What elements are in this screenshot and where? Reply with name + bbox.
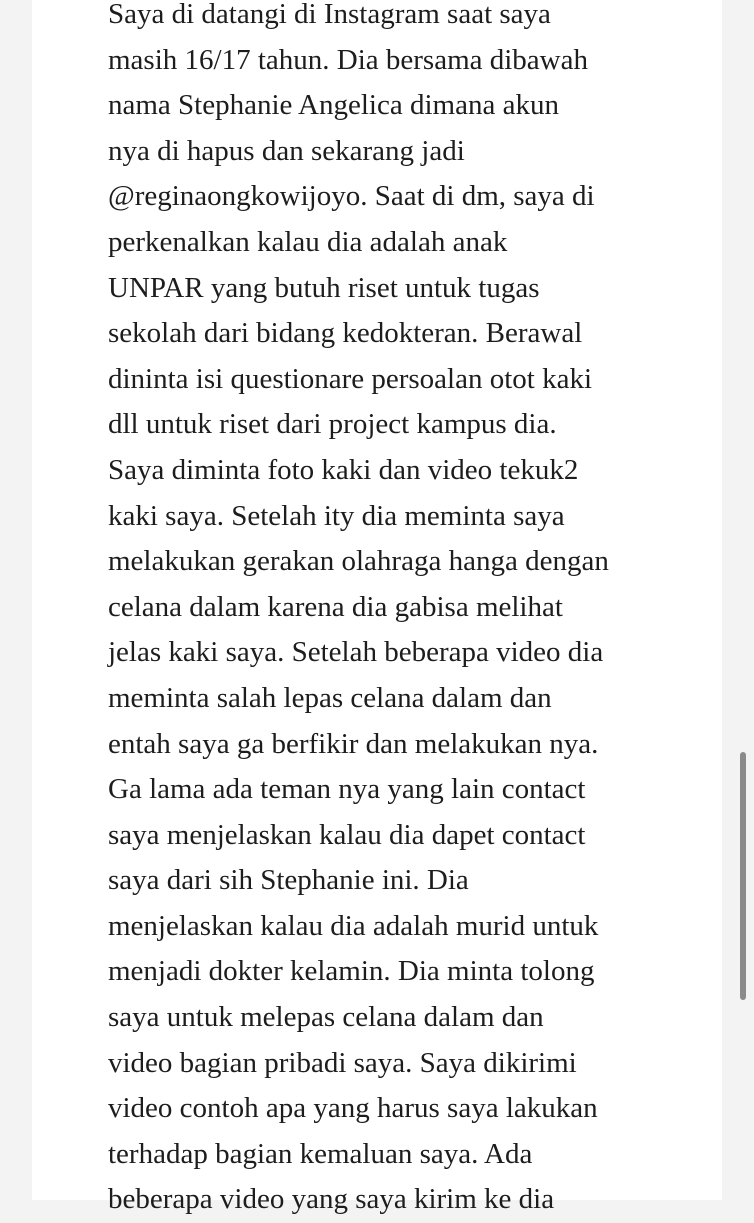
article-line: jelas kaki saya. Setelah beberapa video dia [108,636,604,669]
article-page [32,0,722,1216]
article-line: nama Stephanie Angelica dimana akun [108,89,559,122]
article-line: entah saya ga berfikir dan melakukan nya. [108,727,599,760]
article-text [108,0,668,1223]
article-line: menjelaskan kalau dia adalah murid untuk [108,909,599,942]
article-line: nya di hapus dan sekarang jadi [108,134,465,167]
article-line: saya untuk melepas celana dalam dan [108,1001,544,1034]
article-line: celana dalam karena dia gabisa melihat [108,590,563,623]
scrollbar-thumb[interactable] [740,752,746,1000]
article-line: Saya diminta foto kaki dan video tekuk2 [108,453,579,486]
article-line: UNPAR yang butuh riset untuk tugas [108,271,540,304]
article-line: Saya di datangi di Instagram saat saya [108,0,551,30]
article-line: beberapa video yang saya kirim ke dia [108,1183,555,1216]
article-line: meminta salah lepas celana dalam dan [108,681,552,714]
article-line: dininta isi questionare persoalan otot kaki [108,362,593,395]
article-line: kaki saya. Setelah ity dia meminta saya [108,499,565,532]
article-line: perkenalkan kalau dia adalah anak [108,225,508,258]
article-line: Ga lama ada teman nya yang lain contact [108,773,586,806]
article-line: video contoh apa yang harus saya lakukan [108,1092,598,1125]
article-line: terhadap bagian kemaluan saya. Ada [108,1137,533,1170]
article-line: melakukan gerakan olahraga hanga dengan [108,545,609,578]
article-line: saya dari sih Stephanie ini. Dia [108,864,469,897]
article-line: @reginaongkowijoyo. Saat di dm, saya di [108,180,595,213]
article-line: masih 16/17 tahun. Dia bersama dibawah [108,43,588,76]
article-line: video bagian pribadi saya. Saya dikirimi [108,1046,577,1079]
article-line: sekolah dari bidang kedokteran. Berawal [108,317,583,350]
article-line: dll untuk riset dari project kampus dia. [108,408,557,441]
article-line: saya menjelaskan kalau dia dapet contact [108,818,586,851]
article-line: menjadi dokter kelamin. Dia minta tolong [108,955,595,988]
